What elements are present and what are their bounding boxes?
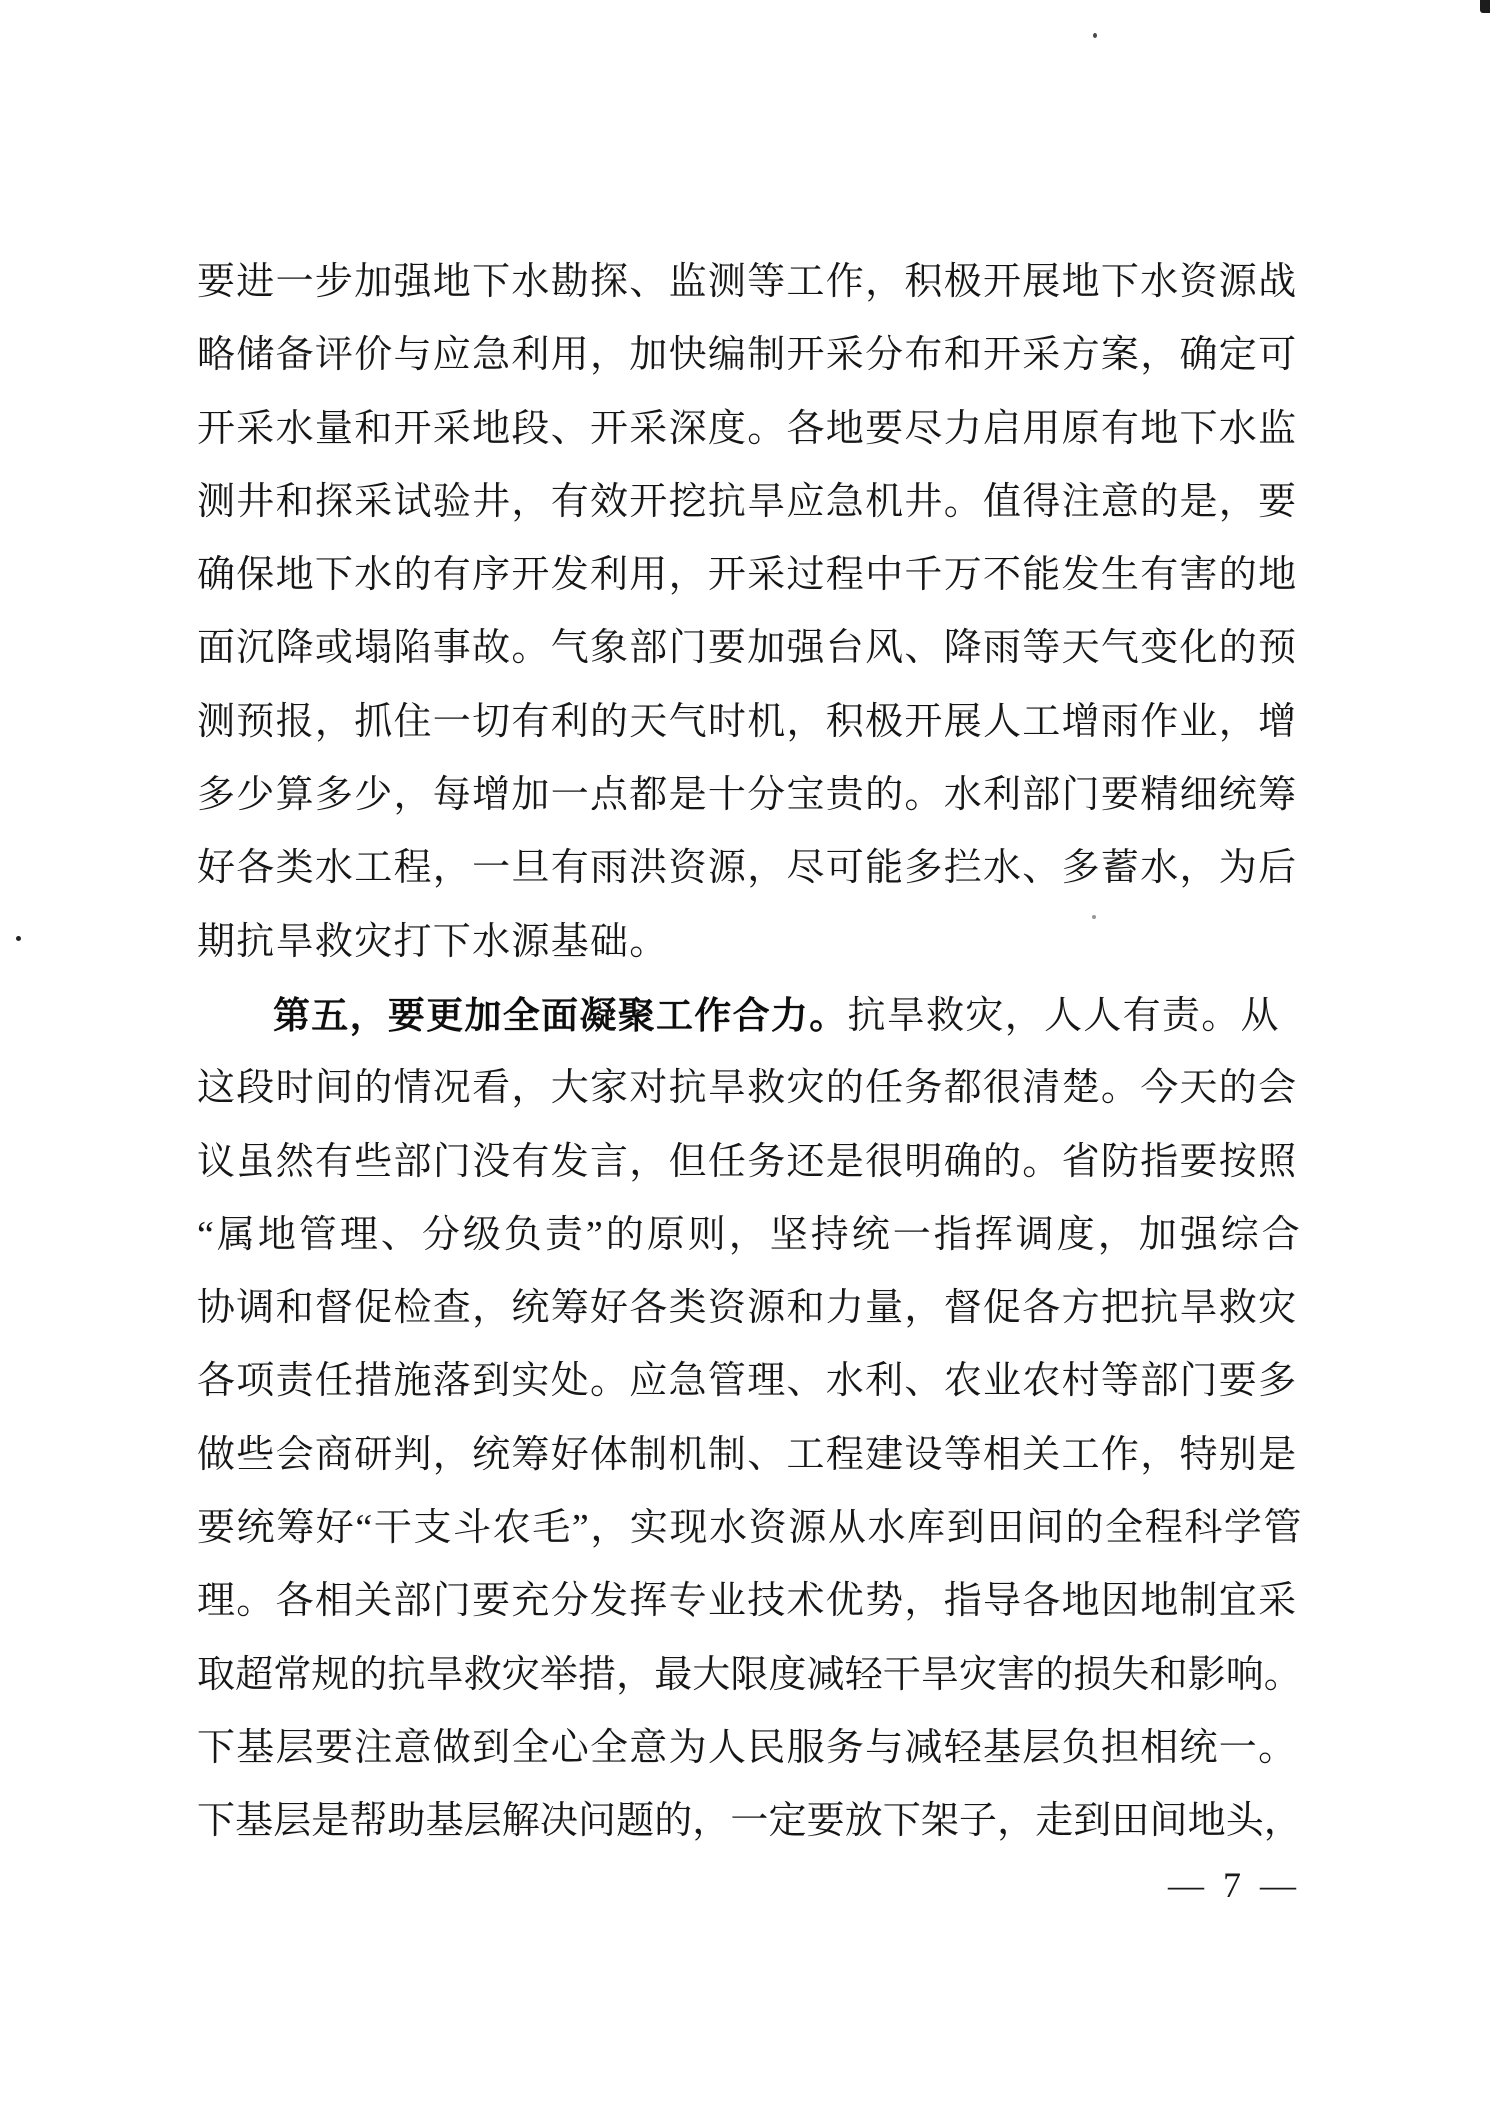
scan-noise-speck	[16, 936, 21, 941]
body-line: 取超常规的抗旱救灾举措，最大限度减轻干旱灾害的损失和影响。	[197, 1653, 1302, 1696]
body-line: 做些会商研判，统筹好体制机制、工程建设等相关工作，特别是	[197, 1433, 1298, 1476]
scan-noise-speck	[1092, 915, 1096, 919]
body-line: 议虽然有些部门没有发言，但任务还是很明确的。省防指要按照	[197, 1140, 1298, 1183]
body-line: 测预报，抓住一切有利的天气时机，积极开展人工增雨作业，增	[197, 700, 1298, 743]
body-line: “属地管理、分级负责”的原则，坚持统一指挥调度，加强综合	[197, 1213, 1303, 1256]
body-line: 这段时间的情况看，大家对抗旱救灾的任务都很清楚。今天的会	[197, 1067, 1298, 1110]
body-line: 各项责任措施落到实处。应急管理、水利、农业农村等部门要多	[197, 1360, 1298, 1403]
body-line: 多少算多少，每增加一点都是十分宝贵的。水利部门要精细统筹	[197, 774, 1298, 817]
scan-noise-speck	[1093, 33, 1097, 38]
body-line: 要进一步加强地下水勘探、监测等工作，积极开展地下水资源战	[197, 261, 1298, 303]
body-line: 协调和督促检查，统筹好各类资源和力量，督促各方把抗旱救灾	[197, 1287, 1298, 1330]
body-line: 下基层要注意做到全心全意为人民服务与减轻基层负担相统一。	[197, 1726, 1298, 1769]
body-line: 开采水量和开采地段、开采深度。各地要尽力启用原有地下水监	[197, 407, 1298, 450]
paragraph-heading-line	[197, 979, 1301, 1052]
body-line: 下基层是帮助基层解决问题的，一定要放下架子，走到田间地头，	[197, 1800, 1302, 1843]
body-line: 略储备评价与应急利用，加快编制开采分布和开采方案，确定可	[197, 334, 1298, 377]
body-line: 确保地下水的有序开发利用，开采过程中千万不能发生有害的地	[197, 554, 1298, 597]
body-line: 理。各相关部门要充分发挥专业技术优势，指导各地因地制宜采	[197, 1580, 1298, 1623]
scan-noise-mark	[1480, 0, 1490, 13]
paragraph-end-line: 期抗旱救灾打下水源基础。	[197, 920, 669, 963]
body-line: 面沉降或塌陷事故。气象部门要加强台风、降雨等天气变化的预	[197, 627, 1298, 670]
page-number: — 7 —	[1168, 1865, 1301, 1905]
document-body	[197, 246, 1304, 1859]
body-line: 测井和探采试验井，有效开挖抗旱应急机井。值得注意的是，要	[197, 480, 1298, 523]
body-line: 好各类水工程，一旦有雨洪资源，尽可能多拦水、多蓄水，为后	[197, 847, 1298, 890]
body-line: 要统筹好“干支斗农毛”，实现水资源从水库到田间的全程科学管	[197, 1507, 1304, 1550]
paragraph-heading-tail: 抗旱救灾，人人有责。从	[847, 994, 1280, 1037]
paragraph-heading-bold: 第五，要更加全面凝聚工作合力。	[273, 993, 848, 1037]
